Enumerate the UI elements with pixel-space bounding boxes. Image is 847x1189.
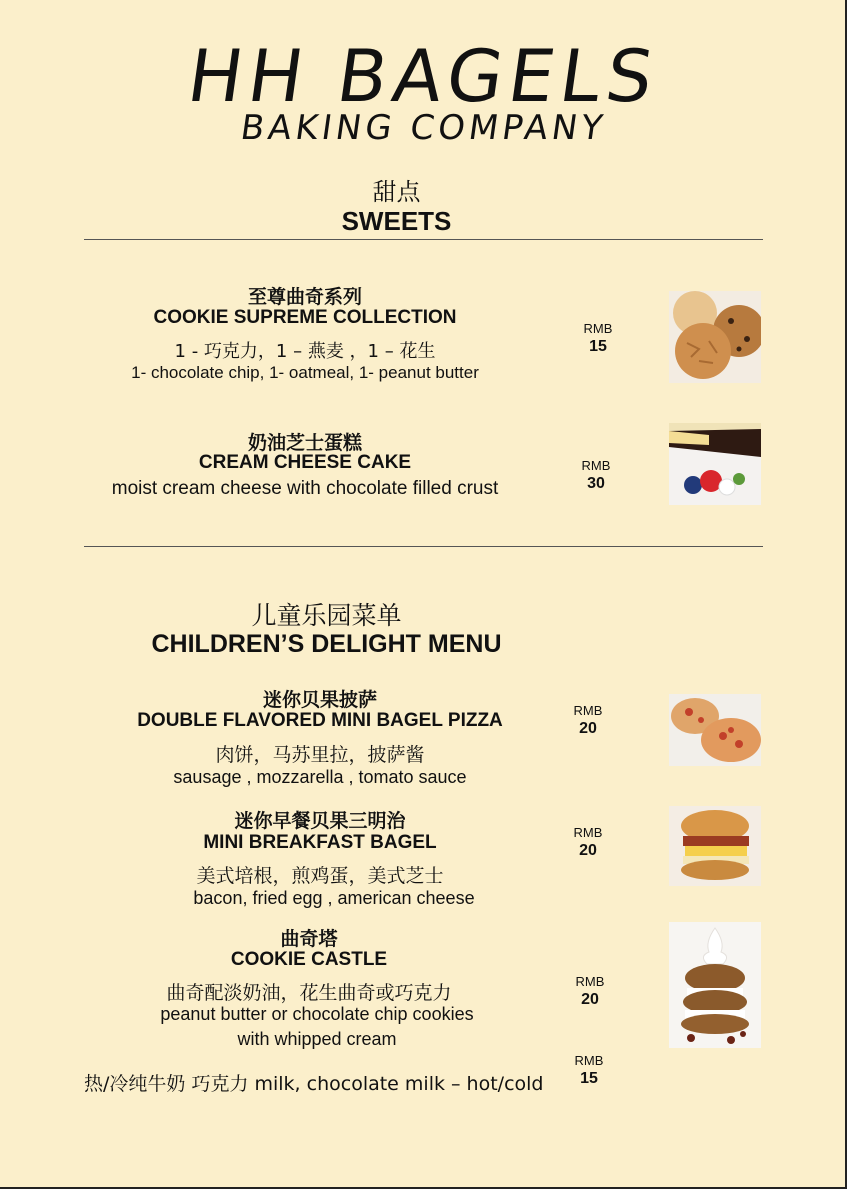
menu-item-name-en: CREAM CHEESE CAKE (198, 452, 412, 473)
breakfast-bagel-photo (669, 806, 761, 886)
menu-item-name-cn: 迷你贝果披萨 (262, 689, 377, 711)
children-title-en: CHILDREN’S DELIGHT MENU (151, 630, 502, 658)
cheesecake-photo (669, 423, 761, 505)
menu-item-desc-en: sausage , mozzarella , tomato sauce (173, 767, 467, 787)
menu-item-desc-cn: 肉饼，马苏里拉，披萨酱 (215, 744, 425, 766)
brand-name: HH BAGELS (182, 34, 665, 118)
milk-line: 热/冷纯牛奶 巧克力 milk, chocolate milk – hot/cold (84, 1073, 544, 1095)
brand-tagline: BAKING COMPANY (238, 108, 609, 148)
sweets-title-en: SWEETS (341, 206, 452, 236)
menu-item-name-en: COOKIE SUPREME COLLECTION (153, 307, 457, 328)
menu-item-desc-en: 1- chocolate chip, 1- oatmeal, 1- peanut butter (131, 363, 479, 382)
menu-item-price: RMB 15 (574, 1053, 604, 1087)
menu-item-name-cn: 至尊曲奇系列 (247, 286, 362, 308)
menu-item-price: RMB 30 (581, 458, 611, 492)
menu-item-price: RMB 20 (573, 825, 603, 859)
section-divider (84, 239, 763, 240)
menu-item-name-en: MINI BREAKFAST BAGEL (203, 832, 437, 853)
menu-item-desc-cn: 美式培根，煎鸡蛋，美式芝士 (196, 865, 444, 887)
menu-item-desc-cn: 1 - 巧克力，1 – 燕麦 ，1 – 花生 (174, 341, 436, 362)
menu-item-name-en: DOUBLE FLAVORED MINI BAGEL PIZZA (137, 710, 503, 731)
menu-item-desc-cn: 曲奇配淡奶油，花生曲奇或巧克力 (166, 982, 452, 1004)
menu-item-price: RMB 20 (575, 974, 605, 1008)
menu-item-name-cn: 曲奇塔 (280, 928, 338, 950)
bagel-pizza-photo (669, 694, 761, 766)
menu-item-name-en: COOKIE CASTLE (230, 949, 388, 970)
cookies-photo (669, 291, 761, 383)
menu-item-desc-en: bacon, fried egg , american cheese (193, 888, 475, 908)
sweets-title-cn: 甜点 (372, 178, 421, 206)
menu-item-desc-en-1: peanut butter or chocolate chip cookies (160, 1004, 474, 1024)
menu-item-name-cn: 奶油芝士蛋糕 (247, 432, 362, 454)
menu-item-price: RMB 20 (573, 703, 603, 737)
menu-item-desc-en: moist cream cheese with chocolate filled crust (111, 478, 499, 499)
children-title-cn: 儿童乐园菜单 (251, 601, 402, 630)
menu-item-name-cn: 迷你早餐贝果三明治 (234, 810, 406, 832)
section-divider (84, 546, 763, 547)
cookie-castle-photo (669, 922, 761, 1048)
menu-item-desc-en-2: with whipped cream (237, 1029, 397, 1049)
menu-item-price: RMB 15 (583, 321, 613, 355)
